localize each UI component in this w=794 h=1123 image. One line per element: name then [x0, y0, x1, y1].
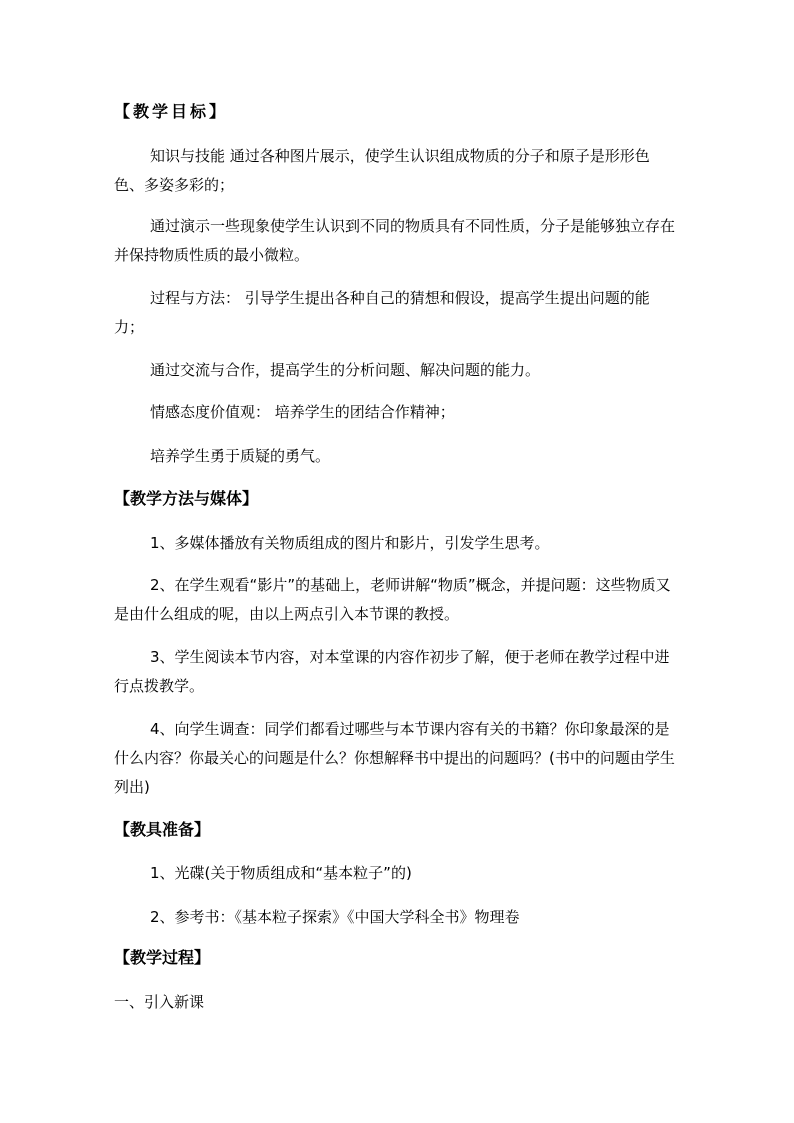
paragraph-knowledge-skills: 知识与技能 通过各种图片展示，使学生认识组成物质的分子和原子是形形色色、多姿多彩的；	[114, 147, 650, 194]
paragraph-courage: 培养学生勇于质疑的勇气。	[150, 447, 331, 465]
paragraph-method-1: 1、多媒体播放有关物质组成的图片和影片，引发学生思考。	[150, 534, 550, 552]
paragraph-method-2: 2、在学生观看“影片”的基础上，老师讲解“物质”概念，并提问题：这些物质又是由什么组成的呢，由以上两点引入本节课的教授。	[114, 576, 671, 623]
paragraph-introduce-lesson: 一、引入新课	[114, 993, 205, 1011]
paragraph-process-method: 过程与方法： 引导学生提出各种自己的猜想和假设，提高学生提出问题的能力；	[114, 289, 650, 336]
heading-teaching-process: 【教学过程】	[114, 948, 211, 967]
heading-teaching-methods: 【教学方法与媒体】	[114, 489, 259, 508]
paragraph-demonstration: 通过演示一些现象使学生认识到不同的物质具有不同性质，分子是能够独立存在并保持物质性质的最小微粒。	[114, 217, 676, 264]
paragraph-method-4: 4、向学生调查：同学们都看过哪些与本节课内容有关的书籍？你印象最深的是什么内容？你最关心的问题是什么？你想解释书中提出的问题吗？(书中的问题由学生列出)	[114, 720, 675, 796]
paragraph-method-3: 3、学生阅读本节内容，对本堂课的内容作初步了解，便于老师在教学过程中进行点拨教学。	[114, 648, 670, 695]
heading-teaching-tools: 【教具准备】	[114, 820, 211, 839]
heading-teaching-goals: 【教学目标】	[114, 102, 229, 121]
paragraph-tools-2: 2、参考书：《基本粒子探索》《中国大学科全书》物理卷	[150, 908, 520, 926]
paragraph-tools-1: 1、光碟(关于物质组成和“基本粒子”的)	[150, 864, 412, 882]
paragraph-communication: 通过交流与合作，提高学生的分析问题、解决问题的能力。	[150, 361, 541, 379]
paragraph-emotion-values: 情感态度价值观： 培养学生的团结合作精神；	[150, 403, 455, 421]
